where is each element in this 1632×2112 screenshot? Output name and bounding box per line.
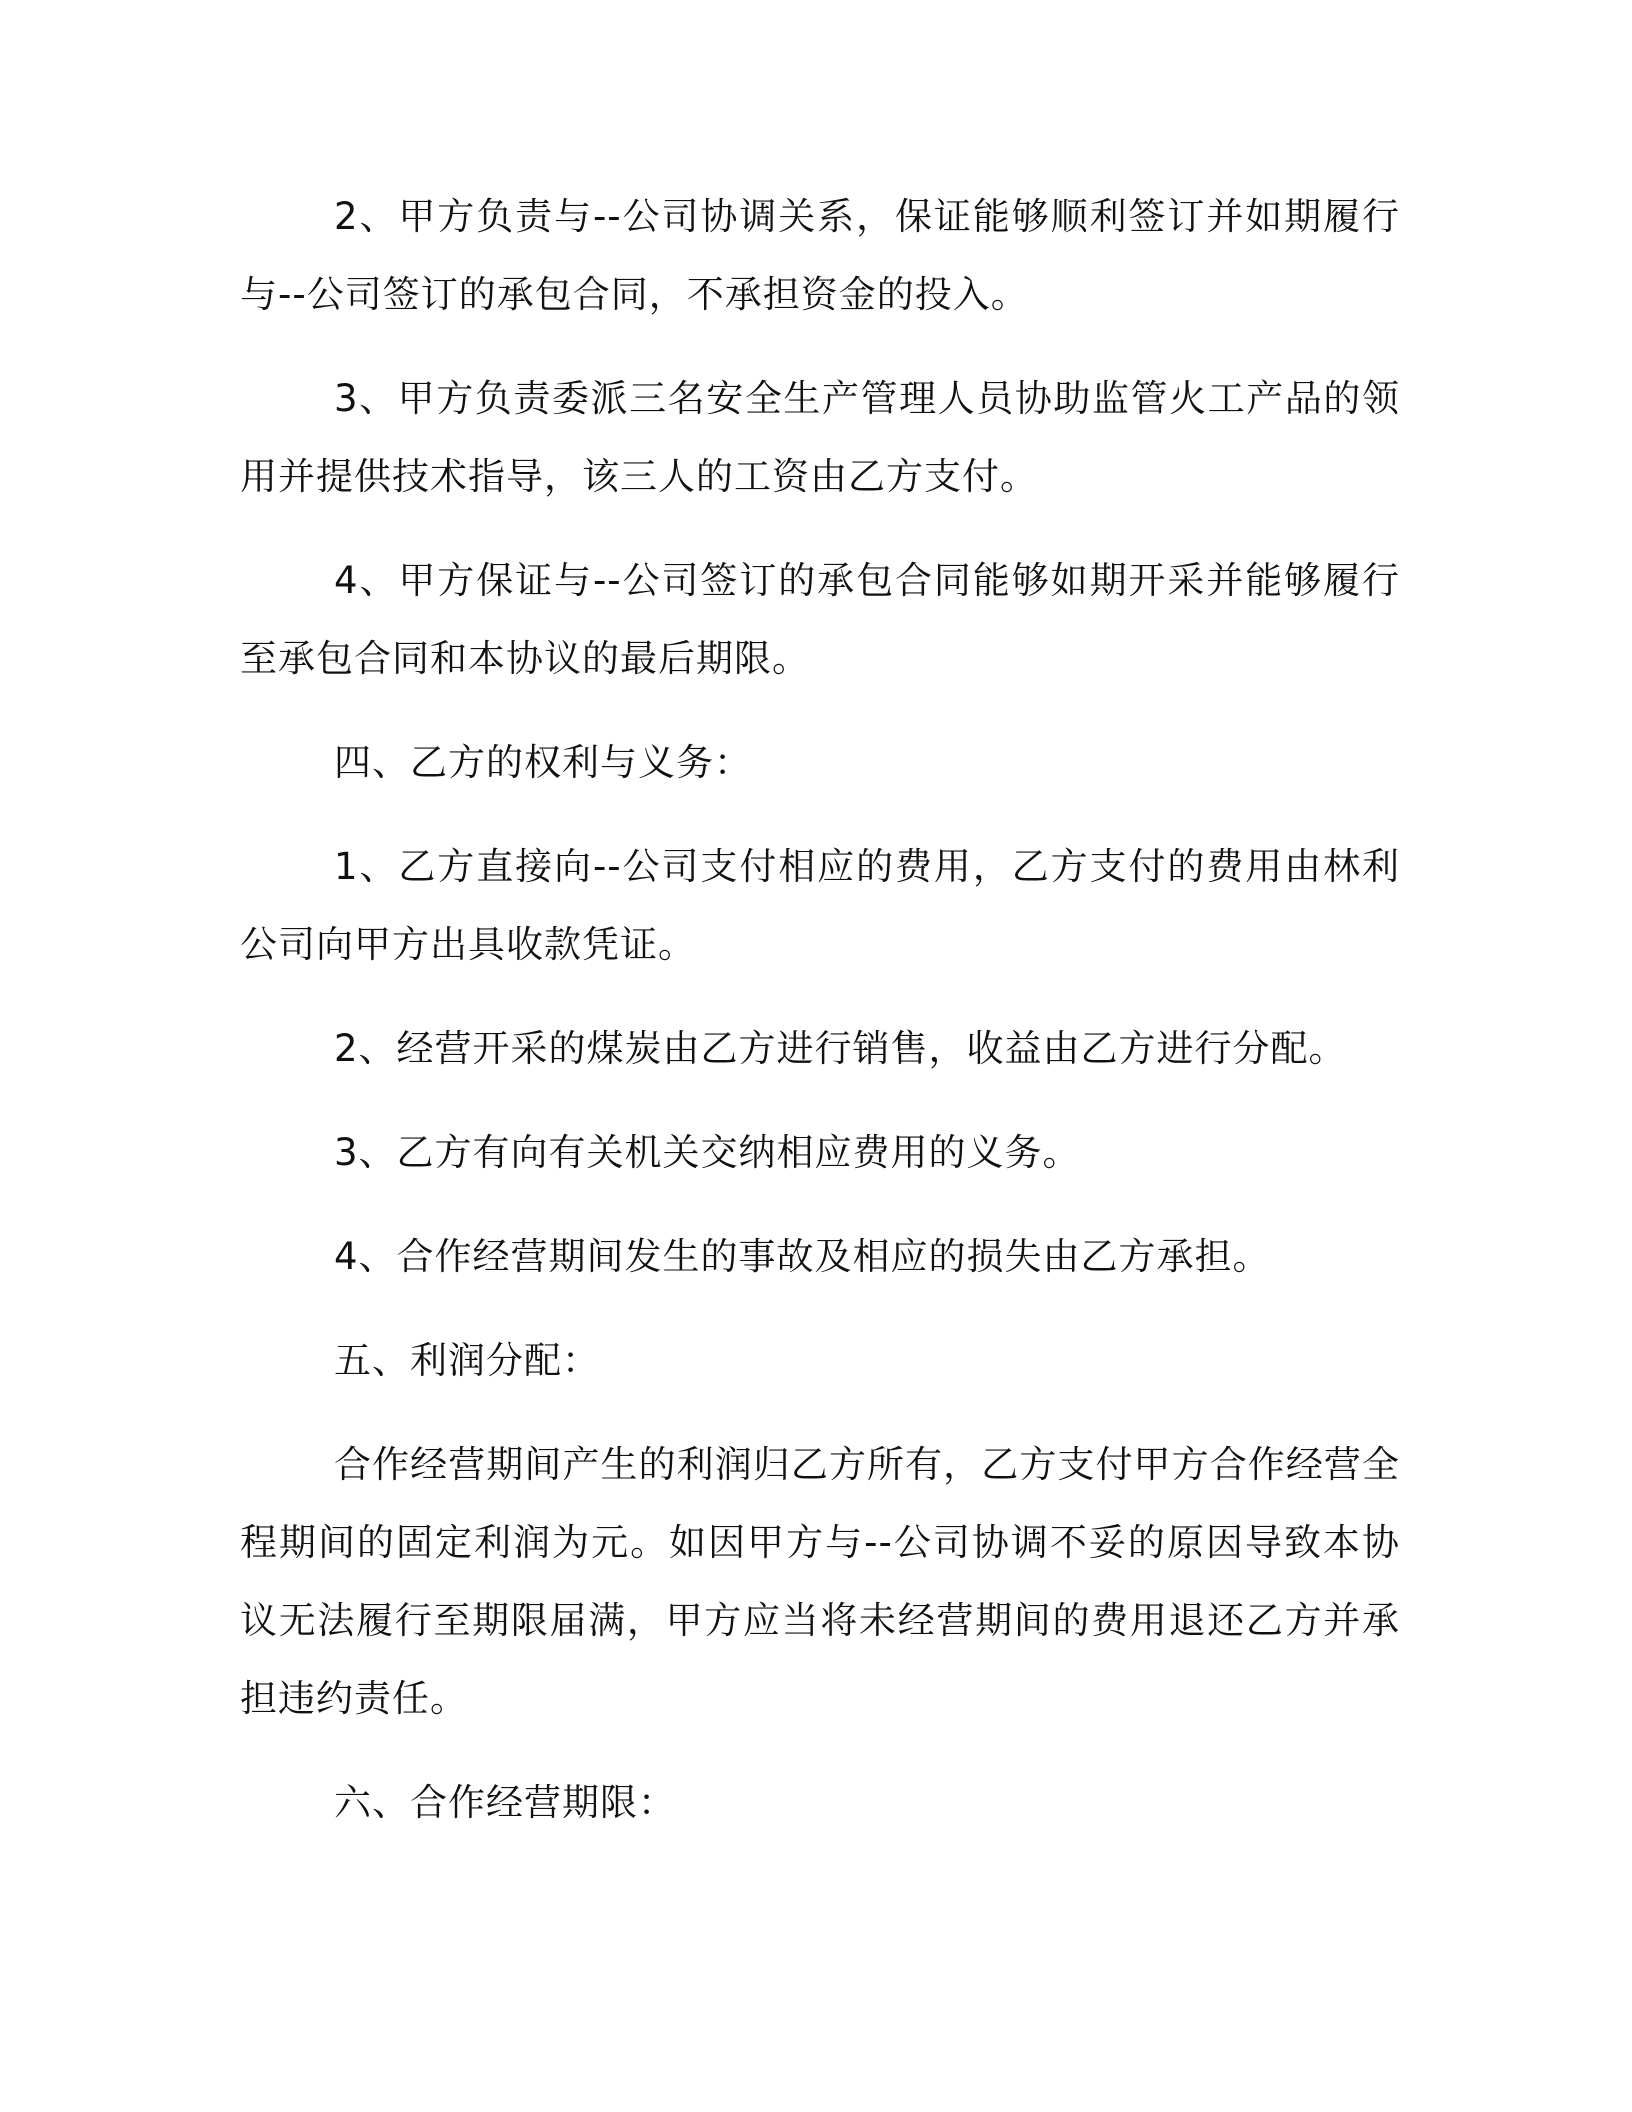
document-body <box>240 178 1400 1842</box>
clause-5-body: 合作经营期间产生的利润归乙方所有，乙方支付甲方合作经营全程期间的固定利润为元。如因甲方与--公司协调不妥的原因导致本协议无法履行至期限届满，甲方应当将未经营期间的费用退还乙方并承担违约责任。 <box>240 1443 1400 1720</box>
clause-3-2: 2、甲方负责与--公司协调关系，保证能够顺利签订并如期履行与--公司签订的承包合同，不承担资金的投入。 <box>240 195 1400 316</box>
clause-3-4: 4、甲方保证与--公司签订的承包合同能够如期开采并能够履行至承包合同和本协议的最后期限。 <box>240 559 1400 680</box>
clause-4-3: 3、乙方有向有关机关交纳相应费用的义务。 <box>334 1131 1081 1174</box>
section-heading-cooperation-term: 六、合作经营期限： <box>334 1781 676 1824</box>
clause-4-1: 1、乙方直接向--公司支付相应的费用，乙方支付的费用由林利公司向甲方出具收款凭证。 <box>240 845 1400 966</box>
section-heading-party-b-rights: 四、乙方的权利与义务： <box>334 741 752 784</box>
clause-4-2: 2、经营开采的煤炭由乙方进行销售，收益由乙方进行分配。 <box>334 1027 1347 1070</box>
clause-4-4: 4、合作经营期间发生的事故及相应的损失由乙方承担。 <box>334 1235 1271 1278</box>
section-heading-profit-distribution: 五、利润分配： <box>334 1339 600 1382</box>
clause-3-3: 3、甲方负责委派三名安全生产管理人员协助监管火工产品的领用并提供技术指导，该三人的工资由乙方支付。 <box>240 377 1400 498</box>
